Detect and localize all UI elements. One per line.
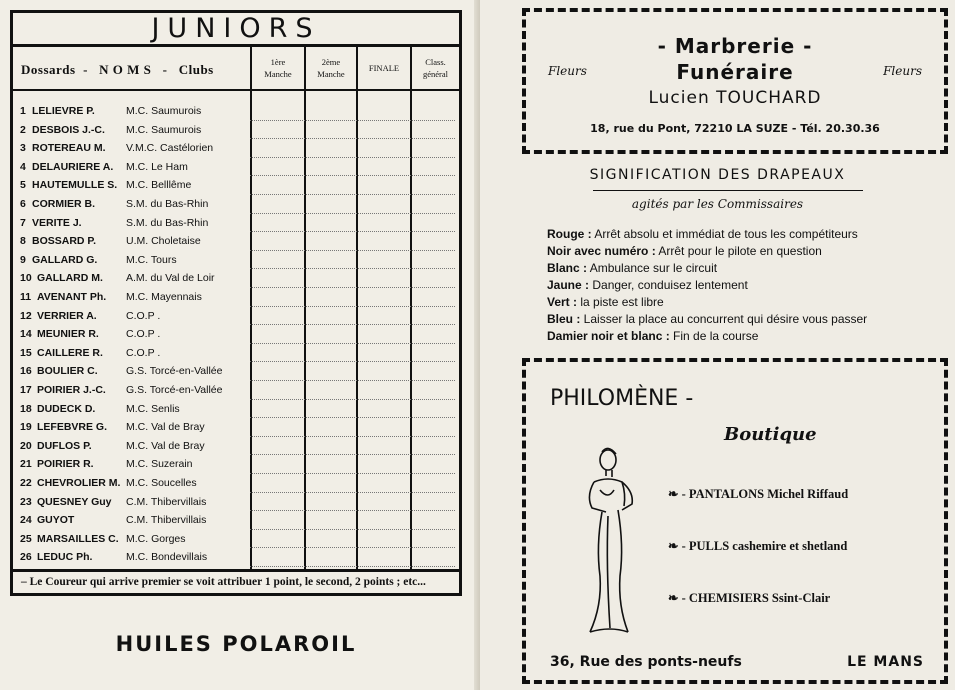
rider-number: 2 bbox=[20, 123, 26, 136]
rider-number: 14 bbox=[20, 328, 32, 341]
table-row bbox=[13, 437, 459, 456]
rider-number: 19 bbox=[20, 421, 32, 434]
woman-figure-illustration bbox=[566, 446, 646, 636]
rider-club: M.C. Tours bbox=[126, 253, 177, 266]
owner-name: Lucien TOUCHARD bbox=[648, 88, 822, 108]
flag-meaning bbox=[547, 277, 867, 294]
rider-number: 4 bbox=[20, 160, 26, 173]
rider-club: M.C. Belllême bbox=[126, 179, 192, 192]
flag-text: la piste est libre bbox=[577, 295, 664, 309]
table-header bbox=[13, 47, 459, 91]
rider-club: M.C. Saumurois bbox=[126, 123, 202, 136]
header-classement-general: Class. général bbox=[410, 47, 459, 89]
table-row bbox=[13, 493, 459, 512]
rider-name: CORMIER B. bbox=[32, 198, 95, 210]
table-row bbox=[13, 176, 459, 195]
table-row bbox=[13, 344, 459, 363]
rider-club: S.M. du Bas-Rhin bbox=[126, 216, 209, 229]
flag-text: Arrêt pour le pilote en question bbox=[655, 244, 822, 258]
rider-number: 16 bbox=[20, 365, 32, 378]
rider-name: GALLARD M. bbox=[37, 272, 103, 285]
flag-label: Blanc : bbox=[547, 261, 588, 275]
rider-name: BOSSARD P. bbox=[32, 235, 96, 248]
rider-name: QUESNEY Guy bbox=[37, 495, 112, 508]
rider-name: POIRIER J.-C. bbox=[37, 384, 106, 396]
fleurs-right: Fleurs bbox=[883, 64, 922, 78]
flag-meaning bbox=[547, 328, 867, 345]
rider-club: M.C. Senlis bbox=[126, 402, 180, 415]
flag-label: Bleu : bbox=[547, 312, 581, 326]
rider-name: AVENANT Ph. bbox=[37, 291, 107, 303]
table-row bbox=[13, 381, 459, 400]
table-row bbox=[13, 325, 459, 344]
table-row bbox=[13, 455, 459, 474]
rider-name: MEUNIER R. bbox=[37, 328, 99, 341]
rider-club: M.C. Le Ham bbox=[126, 160, 188, 173]
table-row bbox=[13, 232, 459, 251]
fleurs-left: Fleurs bbox=[548, 64, 587, 78]
rider-number: 12 bbox=[20, 309, 32, 322]
rider-number: 17 bbox=[20, 384, 32, 396]
table-row bbox=[13, 307, 459, 326]
flag-meanings-list bbox=[547, 226, 867, 345]
title-underline bbox=[593, 190, 863, 191]
table-row bbox=[13, 288, 459, 307]
rider-club: M.C. Val de Bray bbox=[126, 421, 205, 434]
item-chemisiers: ❧ - CHEMISIERS Ssint-Clair bbox=[668, 591, 831, 605]
rider-name: VERITE J. bbox=[32, 216, 82, 229]
rider-club: C.O.P . bbox=[126, 328, 161, 341]
rider-name: LEDUC Ph. bbox=[37, 551, 93, 564]
table-row bbox=[13, 269, 459, 288]
boutique-city: LE MANS bbox=[847, 654, 924, 670]
rider-number: 23 bbox=[20, 495, 32, 508]
header-manche-2: 2ème Manche bbox=[304, 47, 356, 89]
signification-subtitle: agités par les Commissaires bbox=[631, 197, 804, 211]
rider-club: M.C. Bondevillais bbox=[126, 551, 208, 564]
rider-number: 9 bbox=[20, 253, 26, 266]
table-row bbox=[13, 511, 459, 530]
rider-name: LELIEVRE P. bbox=[32, 105, 95, 117]
rider-number: 22 bbox=[20, 477, 32, 489]
signification-title: SIGNIFICATION DES DRAPEAUX bbox=[589, 167, 846, 183]
rider-name: BOULIER C. bbox=[37, 365, 98, 378]
rider-name: DUDECK D. bbox=[37, 402, 96, 415]
marbrerie-title: - Marbrerie - bbox=[657, 34, 813, 58]
flag-label: Damier noir et blanc : bbox=[547, 329, 670, 343]
rider-number: 26 bbox=[20, 551, 32, 564]
rider-number: 18 bbox=[20, 402, 32, 415]
header-dossards-noms-clubs: Dossards - N O M S - Clubs bbox=[21, 62, 214, 77]
rider-name: GALLARD G. bbox=[32, 253, 98, 266]
rider-club: G.S. Torcé-en-Vallée bbox=[126, 365, 223, 378]
rider-number: 1 bbox=[20, 105, 26, 117]
rider-club: U.M. Choletaise bbox=[126, 235, 201, 248]
philomene-name: PHILOMÈNE - bbox=[550, 386, 694, 411]
juniors-title-box bbox=[10, 10, 462, 44]
rider-club: M.C. Saumurois bbox=[126, 105, 202, 117]
flag-meaning bbox=[547, 260, 867, 277]
table-row bbox=[13, 418, 459, 437]
table-row bbox=[13, 139, 459, 158]
rider-club: V.M.C. Castélorien bbox=[126, 142, 214, 155]
rider-number: 25 bbox=[20, 532, 32, 545]
rider-club: A.M. du Val de Loir bbox=[126, 272, 215, 285]
table-row bbox=[13, 530, 459, 549]
rider-name: DESBOIS J.-C. bbox=[32, 123, 105, 136]
rider-name: GUYOT bbox=[37, 514, 75, 527]
flag-meaning bbox=[547, 311, 867, 328]
rider-club: C.O.P . bbox=[126, 309, 161, 322]
huiles-polaroil-ad: HUILES POLAROIL bbox=[115, 632, 357, 656]
flag-text: Laisser la place au concurrent qui désire vous passer bbox=[580, 312, 868, 326]
points-note: – Le Coureur qui arrive premier se voit attribuer 1 point, le second, 2 points ; etc... bbox=[10, 572, 462, 596]
funeraire-title: Funéraire bbox=[676, 60, 794, 84]
marbrerie-address: 18, rue du Pont, 72210 LA SUZE - Tél. 20.30.36 bbox=[590, 122, 880, 135]
rider-number: 6 bbox=[20, 198, 26, 210]
score-line bbox=[250, 566, 455, 567]
table-row bbox=[13, 474, 459, 493]
table-row bbox=[13, 251, 459, 270]
boutique-label: Boutique bbox=[724, 424, 817, 445]
boutique-address: 36, Rue des ponts-neufs bbox=[550, 654, 742, 670]
item-pantalons: ❧ - PANTALONS Michel Riffaud bbox=[668, 487, 849, 501]
flag-text: Fin de la course bbox=[669, 329, 759, 343]
header-finale: FINALE bbox=[356, 47, 410, 89]
table-row bbox=[13, 102, 459, 121]
table-row bbox=[13, 214, 459, 233]
table-row bbox=[13, 121, 459, 140]
rider-club: M.C. Mayennais bbox=[126, 291, 202, 303]
header-manche-1: 1ère Manche bbox=[250, 47, 304, 89]
rider-number: 24 bbox=[20, 514, 32, 527]
rider-name: CHEVROLIER M. bbox=[37, 477, 121, 489]
rider-number: 7 bbox=[20, 216, 26, 229]
table-row bbox=[13, 548, 459, 567]
juniors-title: JUNIORS bbox=[151, 13, 321, 44]
philomene-ad bbox=[522, 358, 948, 684]
rider-club: M.C. Soucelles bbox=[126, 477, 197, 489]
flag-text: Arrêt absolu et immédiat de tous les compétiteurs bbox=[591, 227, 858, 241]
rider-number: 21 bbox=[20, 458, 32, 471]
table-row bbox=[13, 362, 459, 381]
flag-meaning bbox=[547, 226, 867, 243]
rider-number: 3 bbox=[20, 142, 26, 155]
rider-number: 20 bbox=[20, 439, 32, 452]
flag-text: Danger, conduisez lentement bbox=[589, 278, 748, 292]
results-table bbox=[10, 44, 462, 572]
flag-label: Jaune : bbox=[547, 278, 590, 292]
rider-number: 10 bbox=[20, 272, 32, 285]
rider-club: C.O.P . bbox=[126, 346, 161, 359]
rider-club: M.C. Suzerain bbox=[126, 458, 193, 471]
rider-number: 8 bbox=[20, 235, 26, 248]
rider-name: LEFEBVRE G. bbox=[37, 421, 108, 434]
rider-club: C.M. Thibervillais bbox=[126, 495, 207, 508]
item-pulls: ❧ - PULLS cashemire et shetland bbox=[668, 539, 848, 553]
rider-name: DUFLOS P. bbox=[37, 439, 92, 452]
rider-club: G.S. Torcé-en-Vallée bbox=[126, 384, 223, 396]
rider-club: M.C. Val de Bray bbox=[126, 439, 205, 452]
table-row bbox=[13, 195, 459, 214]
flag-label: Noir avec numéro : bbox=[547, 244, 656, 258]
rider-number: 11 bbox=[20, 291, 32, 303]
flag-label: Vert : bbox=[547, 295, 578, 309]
rider-name: DELAURIERE A. bbox=[32, 160, 114, 173]
rider-name: MARSAILLES C. bbox=[37, 532, 119, 545]
rider-number: 5 bbox=[20, 179, 26, 192]
rider-name: ROTEREAU M. bbox=[32, 142, 106, 155]
rider-number: 15 bbox=[20, 346, 32, 359]
flag-meaning bbox=[547, 243, 867, 260]
rider-name: VERRIER A. bbox=[37, 309, 97, 322]
table-row bbox=[13, 400, 459, 419]
rider-club: C.M. Thibervillais bbox=[126, 514, 207, 527]
rider-name: CAILLERE R. bbox=[37, 346, 103, 359]
rider-name: POIRIER R. bbox=[37, 458, 94, 471]
table-row bbox=[13, 158, 459, 177]
right-page bbox=[480, 0, 955, 690]
rider-name: HAUTEMULLE S. bbox=[32, 179, 118, 192]
marbrerie-ad bbox=[522, 8, 948, 154]
flag-label: Rouge : bbox=[547, 227, 592, 241]
flag-meaning bbox=[547, 294, 867, 311]
rider-club: M.C. Gorges bbox=[126, 532, 186, 545]
rider-club: S.M. du Bas-Rhin bbox=[126, 198, 209, 210]
flag-text: Ambulance sur le circuit bbox=[587, 261, 718, 275]
